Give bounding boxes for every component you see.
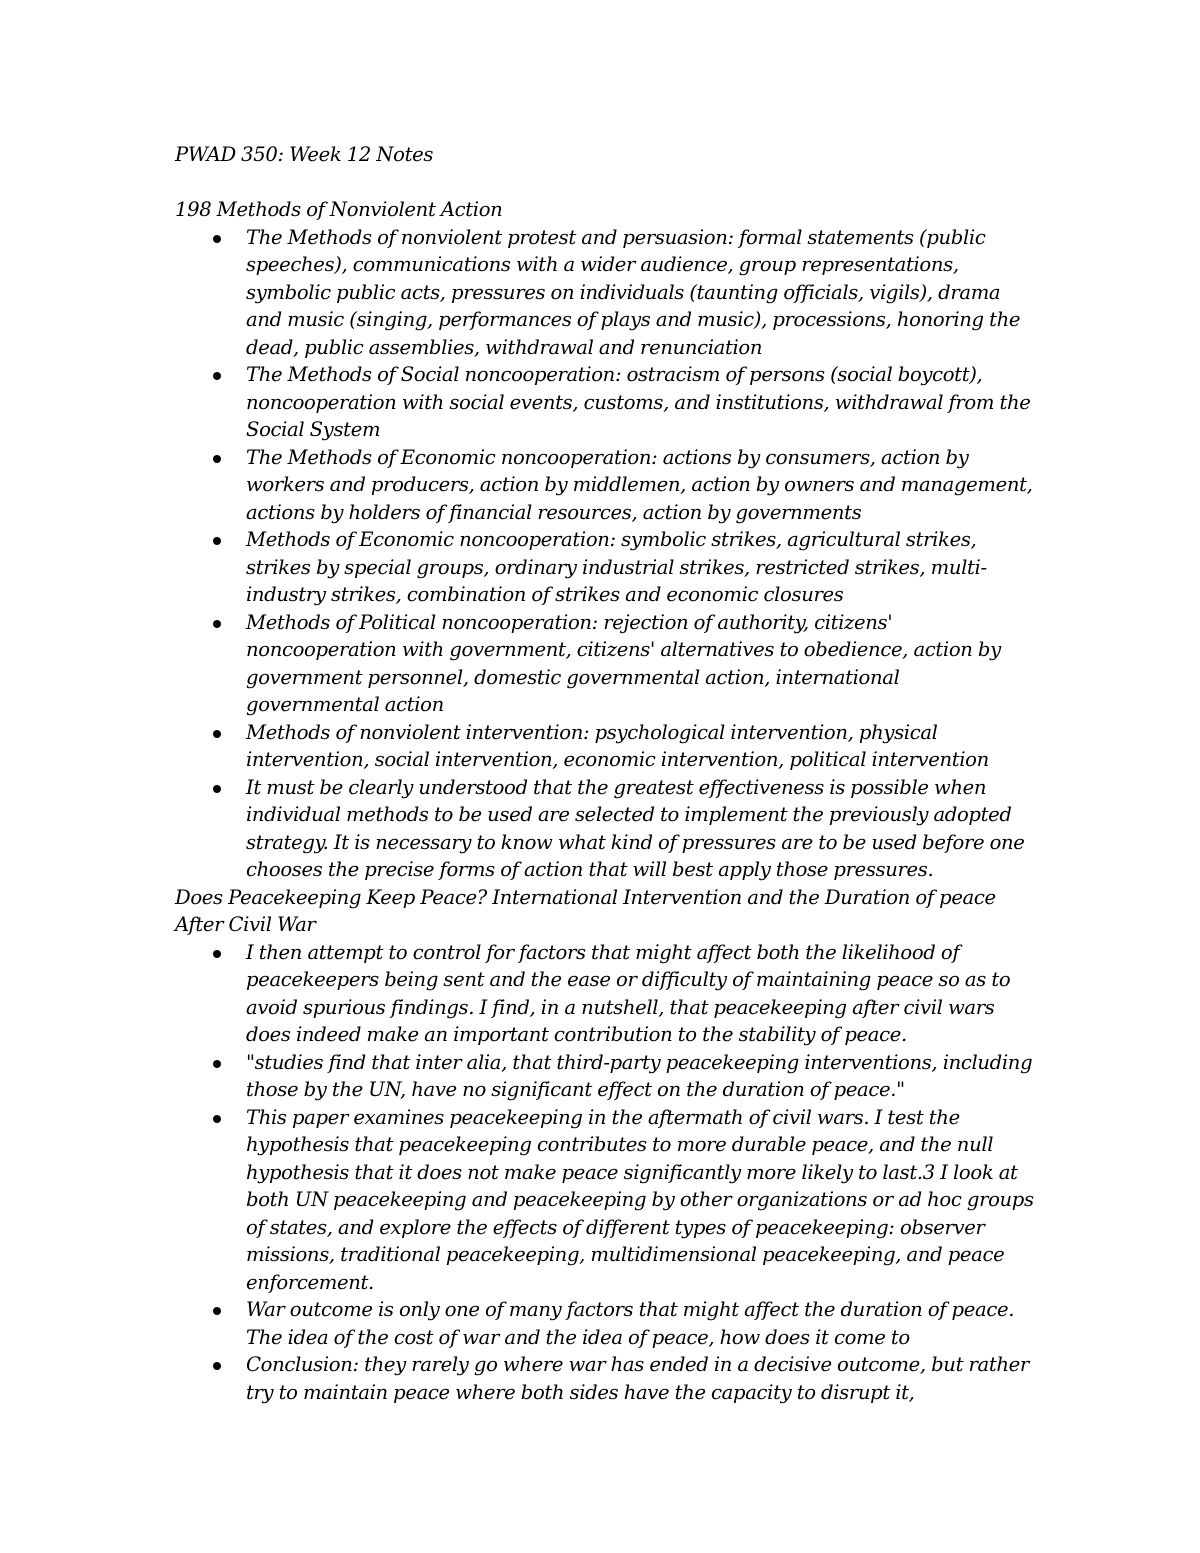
list-item xyxy=(175,609,1035,719)
bullet-icon xyxy=(213,1060,221,1068)
list-item-text: "studies find that inter alia, that third-party peacekeeping interventions, including those by the UN, have no significant effect on the duration of peace." xyxy=(246,1050,1033,1101)
section-heading-nonviolent-methods: 198 Methods of Nonviolent Action xyxy=(175,198,503,221)
bullet-icon xyxy=(213,1115,221,1123)
list-item xyxy=(175,719,1035,774)
bullet-list-nonviolent-methods xyxy=(175,224,1035,884)
list-item xyxy=(175,1296,1035,1351)
page-title: PWAD 350: Week 12 Notes xyxy=(175,143,434,166)
bullet-list-peacekeeping xyxy=(175,939,1035,1407)
list-item xyxy=(175,774,1035,884)
bullet-icon xyxy=(213,235,221,243)
list-item xyxy=(175,1104,1035,1297)
list-item-text: Conclusion: they rarely go where war has ended in a decisive outcome, but rather try to maintain peace where both sides have the capacity to disrupt it, xyxy=(246,1353,1029,1404)
bullet-icon xyxy=(213,620,221,628)
section-heading-peacekeeping: Does Peacekeeping Keep Peace? International Intervention and the Duration of peace After Civil War xyxy=(175,885,996,936)
list-item xyxy=(175,939,1035,1049)
list-item xyxy=(175,1351,1035,1406)
list-item-text: It must be clearly understood that the greatest effectiveness is possible when individual methods to be used are selected to implement the previously adopted strategy. It is necessary to know what kind of pressures are to be used before one chooses the precise forms of action that will best apply those pressures. xyxy=(246,775,1025,881)
bullet-icon xyxy=(213,1307,221,1315)
list-item xyxy=(175,526,1035,609)
list-item xyxy=(175,224,1035,362)
list-item-text: The Methods of Social noncooperation: ostracism of persons (social boycott), noncooperation with social events, customs, and institutions, withdrawal from the Social System xyxy=(246,363,1031,441)
bullet-icon xyxy=(213,372,221,380)
bullet-icon xyxy=(213,730,221,738)
list-item-text: The Methods of Economic noncooperation: actions by consumers, action by workers and producers, action by middlemen, action by owners and management, actions by holders of financial resources, action by governments xyxy=(246,445,1033,524)
list-item-text: This paper examines peacekeeping in the aftermath of civil wars. I test the hypothesis that peacekeeping contributes to more durable peace, and the null hypothesis that it does not make peace significantly more likely to last.3 I look at both UN peacekeeping and peacekeeping by other organizations or ad hoc groups of states, and explore the effects of different types of peacekeeping: observer missions, traditional peacekeeping, multidimensional peacekeeping, and peace enforcement. xyxy=(246,1105,1034,1294)
list-item-text: The Methods of nonviolent protest and persuasion: formal statements (public speeches), communications with a wider audience, group representations, symbolic public acts, pressures on individuals (taunting officials, vigils), drama and music (singing, performances of plays and music), processions, honoring the dead, public assemblies, withdrawal and renunciation xyxy=(246,225,1021,359)
bullet-icon xyxy=(213,455,221,463)
list-item xyxy=(175,361,1035,444)
bullet-icon xyxy=(213,537,221,545)
list-item-text: Methods of Economic noncooperation: symbolic strikes, agricultural strikes, strikes by special groups, ordinary industrial strikes, restricted strikes, multi-industry strikes, combination of strikes and economic closures xyxy=(246,528,987,606)
document-body xyxy=(175,141,1035,1406)
list-item-text: Methods of nonviolent intervention: psychological intervention, physical intervention, social intervention, economic intervention, political intervention xyxy=(246,720,989,771)
bullet-icon xyxy=(213,1362,221,1370)
list-item-text: War outcome is only one of many factors that might affect the duration of peace. The idea of the cost of war and the idea of peace, how does it come to xyxy=(246,1298,1015,1349)
list-item-text: I then attempt to control for factors that might affect both the likelihood of peacekeepers being sent and the ease or difficulty of maintaining peace so as to avoid spurious findings. I find, in a nutshell, that peacekeeping after civil wars does indeed make an important contribution to the stability of peace. xyxy=(246,940,1011,1046)
bullet-icon xyxy=(213,785,221,793)
list-item-text: Methods of Political noncooperation: rejection of authority, citizens' noncooperation with government, citizens' alternatives to obedience, action by government personnel, domestic governmental action, international governmental action xyxy=(246,610,1001,716)
bullet-icon xyxy=(213,950,221,958)
list-item xyxy=(175,444,1035,527)
list-item xyxy=(175,1049,1035,1104)
